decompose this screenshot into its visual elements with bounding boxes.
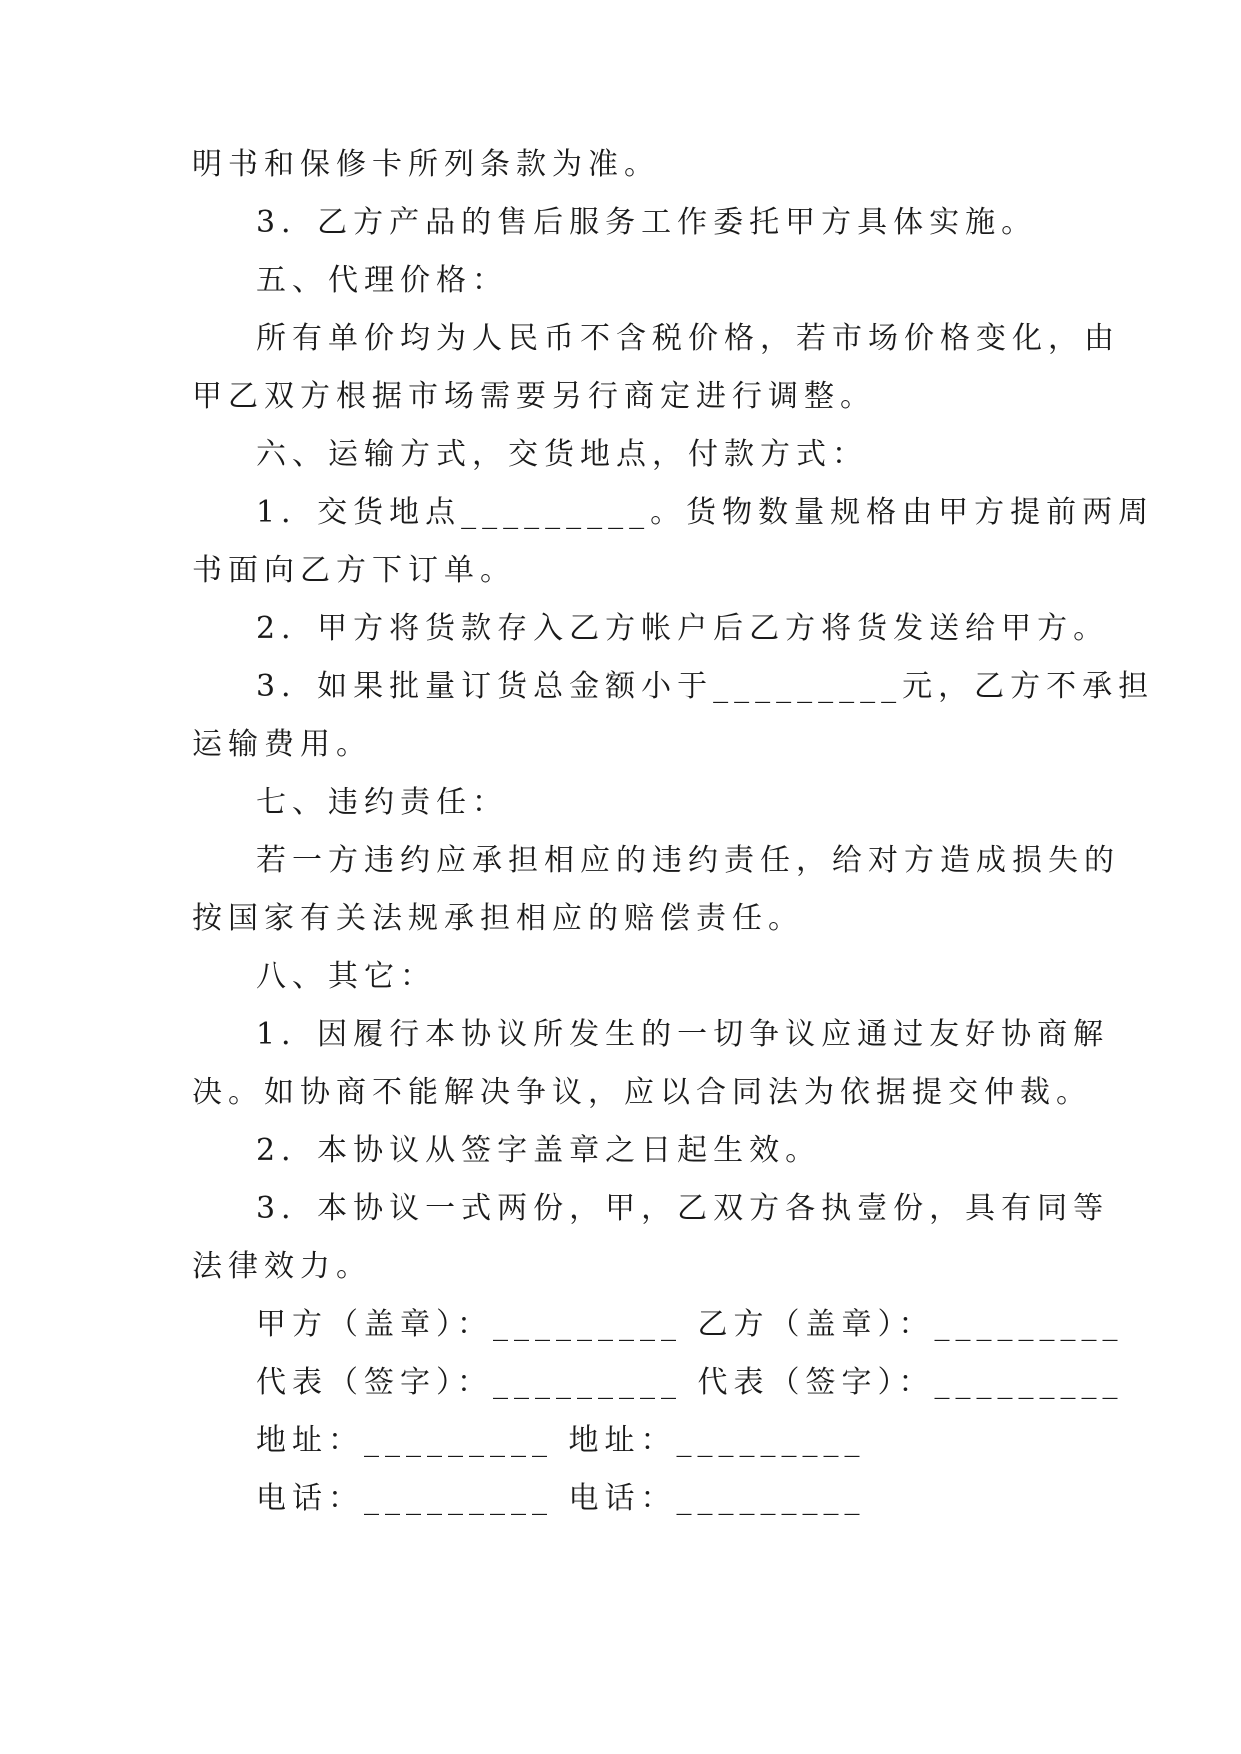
- section-heading: 八、其它：: [256, 959, 436, 994]
- text-line: 决。如协商不能解决争议，应以合同法为依据提交仲裁。: [192, 1075, 1092, 1110]
- text-line: 书面向乙方下订单。: [192, 553, 516, 588]
- text-line: 运输费用。: [192, 727, 372, 762]
- section-heading: 六、运输方式，交货地点，付款方式：: [256, 437, 868, 472]
- signature-line: 地址：_________ 地址：_________: [256, 1423, 866, 1458]
- text-line: 3．如果批量订货总金额小于_________元，乙方不承担: [256, 669, 1155, 704]
- text-line: 3．乙方产品的售后服务工作委托甲方具体实施。: [256, 205, 1038, 240]
- text-line: 甲乙双方根据市场需要另行商定进行调整。: [192, 379, 876, 414]
- section-heading: 七、违约责任：: [256, 785, 508, 820]
- signature-line: 代表（签字）：_________ 代表（签字）：_________: [256, 1365, 1124, 1400]
- text-line: 3．本协议一式两份，甲，乙双方各执壹份，具有同等: [256, 1191, 1110, 1226]
- text-line: 1．因履行本协议所发生的一切争议应通过友好协商解: [256, 1017, 1110, 1052]
- text-line: 按国家有关法规承担相应的赔偿责任。: [192, 901, 804, 936]
- text-line: 2．本协议从签字盖章之日起生效。: [256, 1133, 822, 1168]
- text-line: 法律效力。: [192, 1249, 372, 1284]
- text-line: 明书和保修卡所列条款为准。: [192, 147, 660, 182]
- text-line: 2．甲方将货款存入乙方帐户后乙方将货发送给甲方。: [256, 611, 1110, 646]
- text-line: 1．交货地点_________。货物数量规格由甲方提前两周: [256, 495, 1155, 530]
- text-line: 若一方违约应承担相应的违约责任，给对方造成损失的: [256, 843, 1120, 878]
- signature-line: 甲方（盖章）：_________ 乙方（盖章）：_________: [256, 1307, 1124, 1342]
- text-line: 所有单价均为人民币不含税价格，若市场价格变化，由: [256, 321, 1120, 356]
- section-heading: 五、代理价格：: [256, 263, 508, 298]
- signature-line: 电话：_________ 电话：_________: [256, 1481, 866, 1516]
